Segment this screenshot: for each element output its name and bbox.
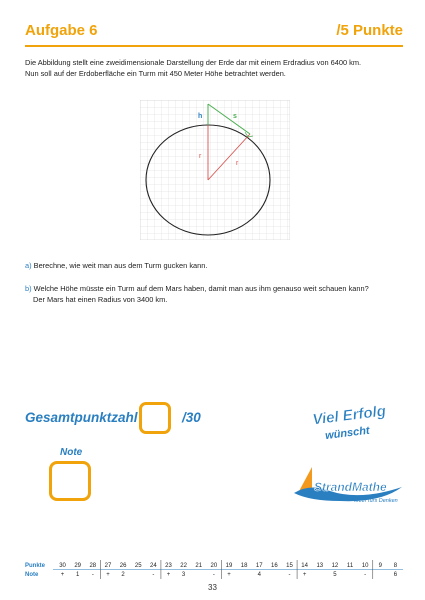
score-points-cell: 17 bbox=[255, 563, 263, 569]
score-grade-cell: 2 bbox=[121, 572, 125, 578]
grid-background bbox=[140, 100, 290, 240]
score-row-label-grade: Note bbox=[25, 572, 39, 578]
score-table bbox=[25, 560, 403, 580]
task-a-text: Berechne, wie weit man aus dem Turm gucken kann. bbox=[33, 261, 208, 270]
task-points: /5 Punkte bbox=[336, 22, 403, 39]
label-s: s bbox=[233, 113, 237, 120]
score-points-cell: 8 bbox=[393, 563, 398, 569]
task-a bbox=[25, 260, 410, 271]
score-grade-cell: 4 bbox=[257, 572, 261, 578]
intro-text bbox=[25, 57, 410, 79]
score-grade-cell: - bbox=[364, 572, 367, 578]
grade-label: Note bbox=[60, 447, 83, 458]
label-r-vertical: r bbox=[199, 153, 202, 160]
score-grade-cell: + bbox=[227, 572, 231, 578]
score-points-cell: 16 bbox=[271, 563, 278, 569]
score-points-cell: 20 bbox=[210, 563, 218, 569]
score-points-cell: 10 bbox=[361, 563, 369, 569]
score-grade-cell: 6 bbox=[393, 572, 398, 578]
score-grade-cell: - bbox=[91, 572, 94, 578]
label-r-diagonal: r bbox=[236, 160, 239, 167]
intro-line-2: Nun soll auf der Erdoberfläche ein Turm mit 450 Meter Höhe betrachtet werden. bbox=[25, 69, 286, 78]
score-points-cell: 29 bbox=[74, 563, 82, 569]
score-points-cell: 28 bbox=[89, 563, 97, 569]
score-grade-cell: + bbox=[60, 572, 65, 578]
score-points-cell: 15 bbox=[286, 563, 293, 569]
total-score-max: /30 bbox=[182, 410, 201, 425]
score-grade-cell: 5 bbox=[333, 572, 337, 578]
task-title: Aufgabe 6 bbox=[25, 22, 98, 39]
header-divider bbox=[25, 45, 403, 47]
task-b-text-1: Welche Höhe müsste ein Turm auf dem Mars haben, damit man aus ihm genauso weit schauen kann? bbox=[33, 284, 369, 293]
task-b bbox=[25, 283, 410, 305]
score-points-cell: 18 bbox=[240, 563, 248, 569]
earth-tower-figure bbox=[140, 100, 290, 240]
label-h: h bbox=[198, 113, 203, 120]
score-points-cell: 12 bbox=[331, 563, 339, 569]
score-points-cell: 21 bbox=[195, 563, 203, 569]
task-header bbox=[25, 22, 403, 44]
task-b-label: b) bbox=[25, 284, 32, 293]
total-score-box[interactable] bbox=[139, 402, 171, 434]
score-grade-cell: + bbox=[106, 572, 110, 578]
score-grade-cell: - bbox=[288, 572, 291, 578]
viel-erfolg-stamp bbox=[290, 400, 410, 445]
score-points-cell: 9 bbox=[378, 563, 382, 569]
strandmathe-logo bbox=[290, 463, 410, 505]
viel-erfolg-text: Viel Erfolg bbox=[311, 402, 387, 429]
score-points-cell: 13 bbox=[316, 563, 324, 569]
score-points-cell: 14 bbox=[301, 563, 308, 569]
score-grade-cell: + bbox=[166, 572, 171, 578]
wuenscht-text: wünscht bbox=[324, 424, 371, 443]
task-b-text-2: Der Mars hat einen Radius von 3400 km. bbox=[33, 295, 168, 304]
score-points-cell: 27 bbox=[104, 563, 112, 569]
score-points-cell: 30 bbox=[59, 563, 66, 569]
score-points-cell: 25 bbox=[134, 563, 142, 569]
score-grade-cell: + bbox=[302, 572, 307, 578]
score-points-cell: 11 bbox=[346, 563, 354, 569]
score-points-cell: 19 bbox=[225, 563, 233, 569]
logo-slogan: Meer fürs Denken bbox=[354, 498, 398, 504]
score-points-cell: 23 bbox=[165, 563, 172, 569]
score-points-cell: 22 bbox=[180, 563, 187, 569]
logo-text: StrandMathe bbox=[314, 480, 387, 494]
score-points-cell: 24 bbox=[150, 563, 157, 569]
score-grade-cell: - bbox=[152, 572, 155, 578]
score-row-label-points: Punkte bbox=[25, 563, 46, 569]
page-number: 33 bbox=[208, 583, 217, 592]
score-grade-cell: 3 bbox=[181, 572, 186, 578]
score-grade-cell: 1 bbox=[76, 572, 80, 578]
task-a-label: a) bbox=[25, 261, 32, 270]
score-grade-cell: - bbox=[212, 572, 215, 578]
intro-line-1: Die Abbildung stellt eine zweidimensionale Darstellung der Erde dar mit einem Erdradius von 6400 km. bbox=[25, 58, 362, 67]
total-score-label: Gesamtpunktzahl bbox=[25, 410, 138, 425]
grade-box[interactable] bbox=[49, 461, 91, 501]
score-points-cell: 26 bbox=[119, 563, 127, 569]
